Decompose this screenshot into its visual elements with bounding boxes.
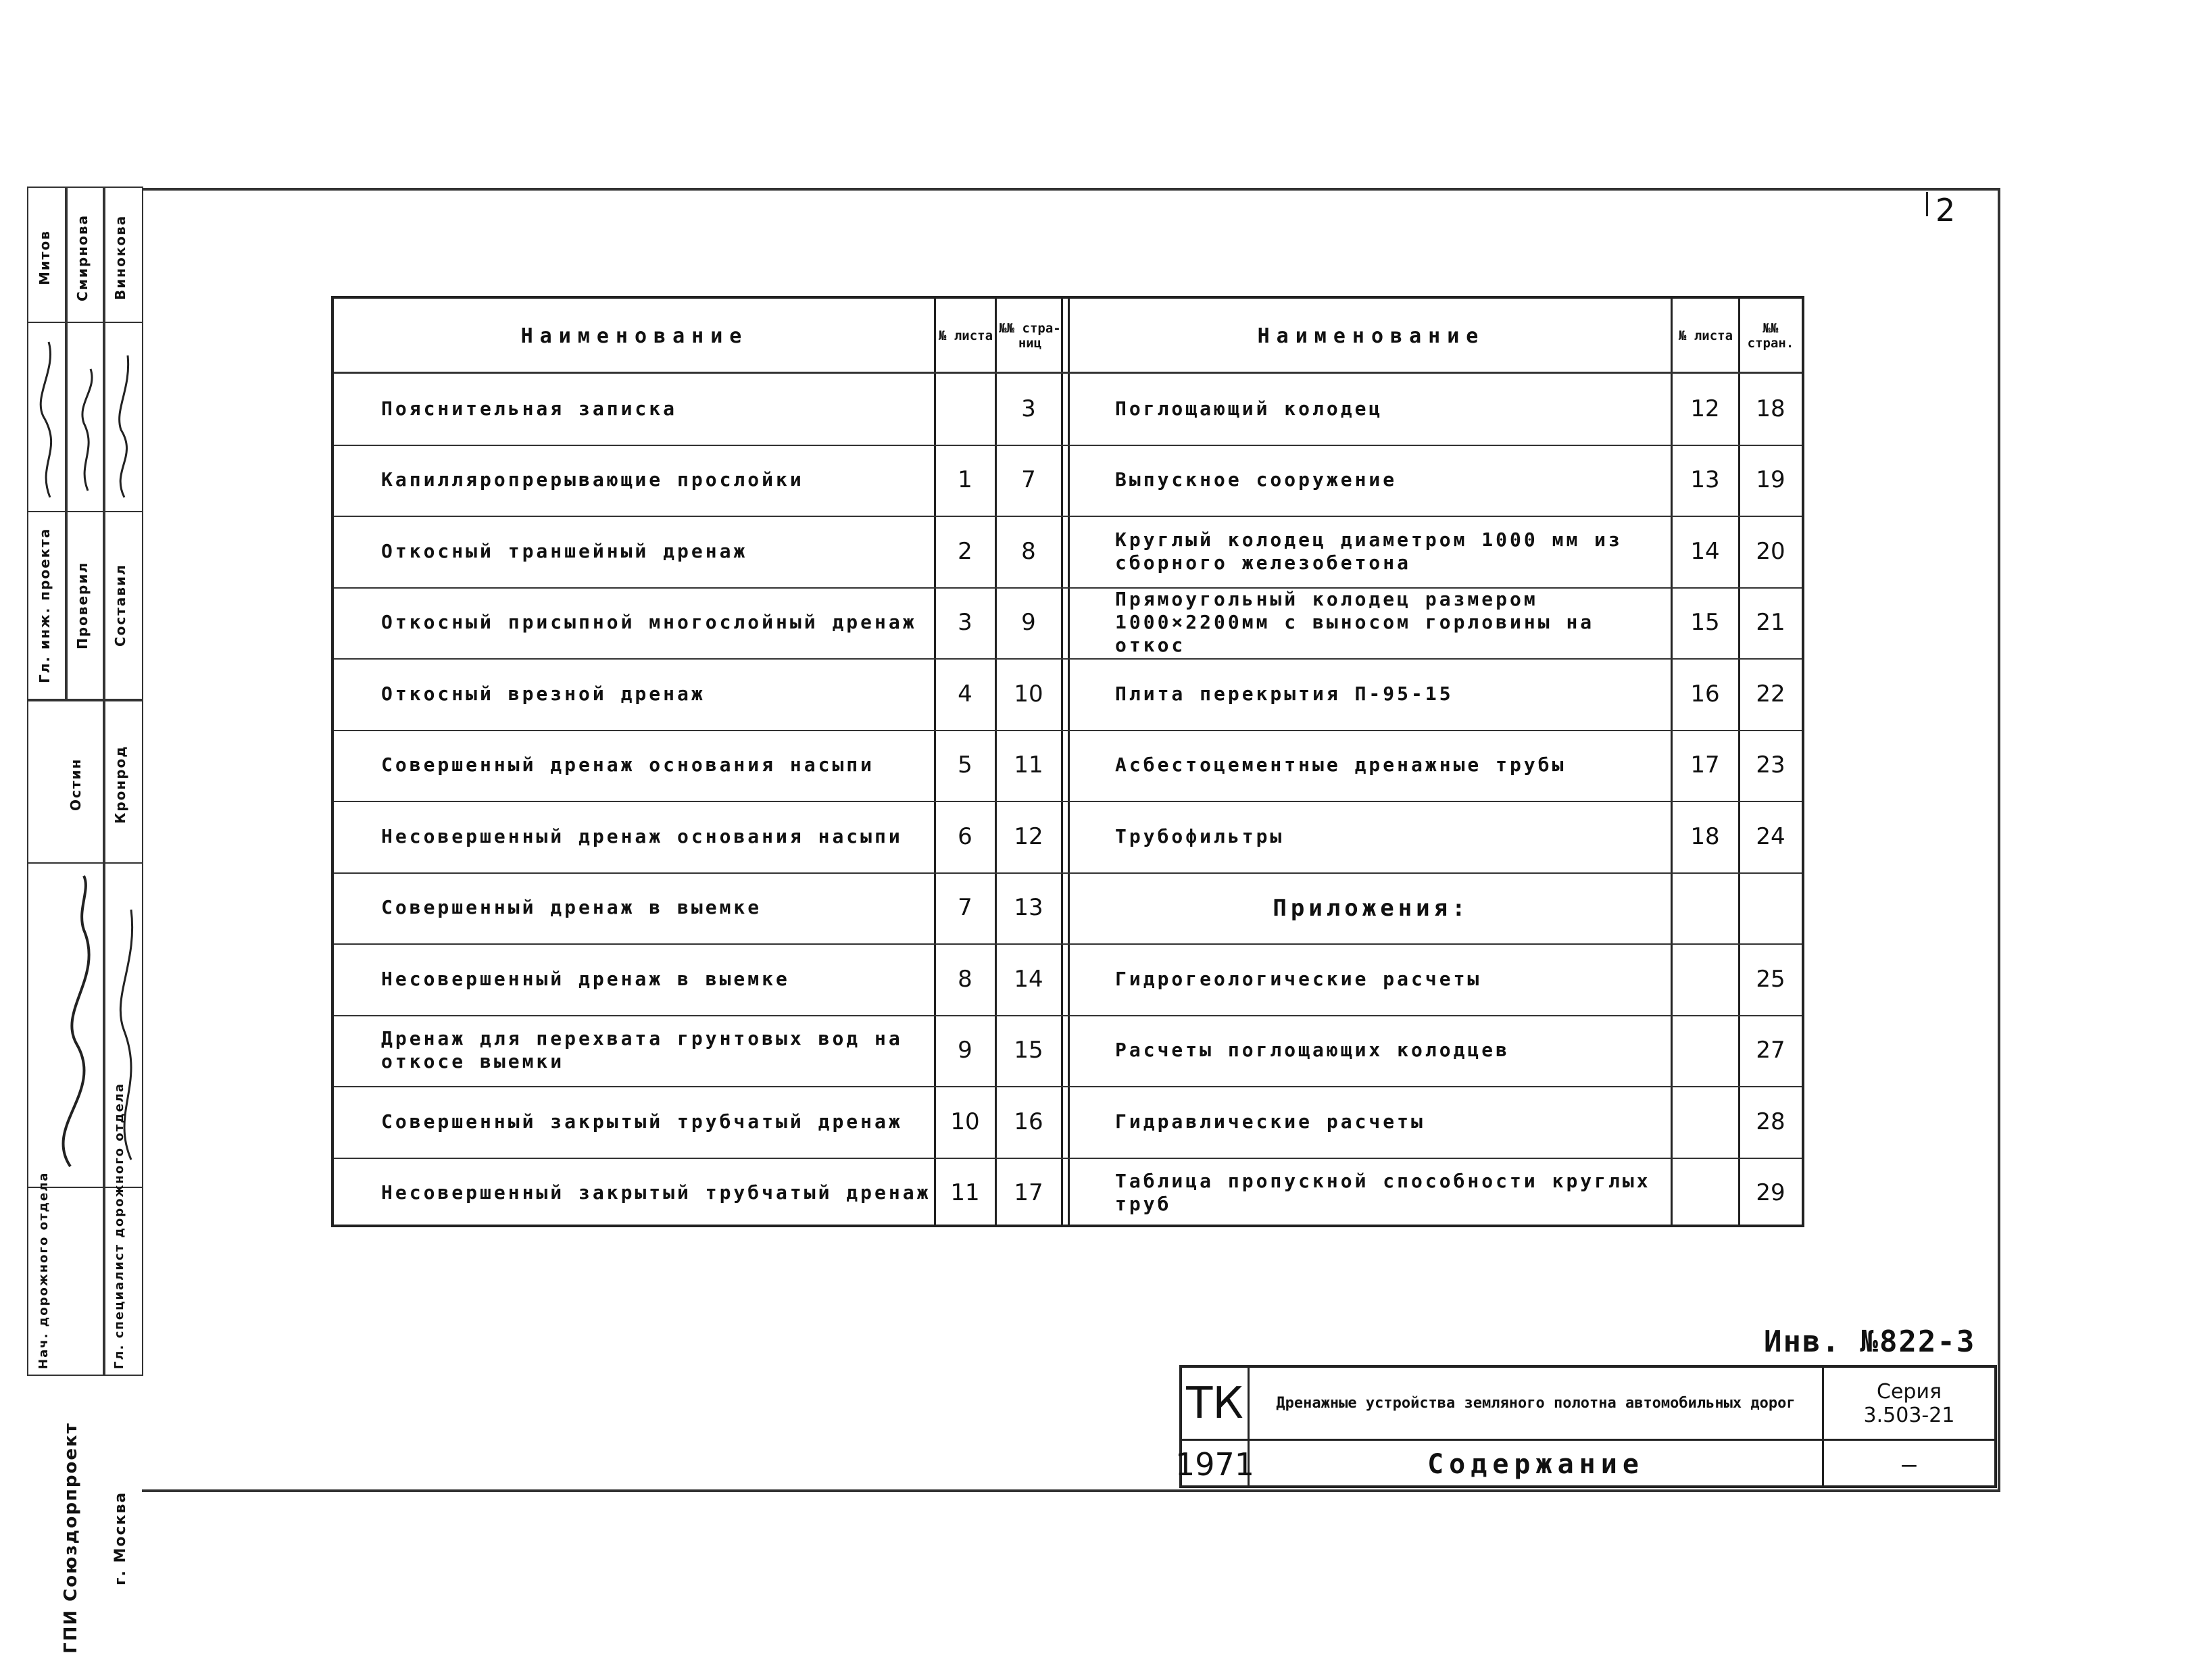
right-row-page: 24 (1756, 822, 1785, 850)
left-row-page: 12 (1014, 822, 1043, 850)
right-row-name: Плита перекрытия П-95-15 (1115, 682, 1454, 705)
left-row-sheet: 2 (958, 537, 972, 565)
left-row-page: 17 (1014, 1179, 1043, 1207)
header-sheet-right: № листа (1678, 328, 1733, 343)
left-row-sheet: 3 (958, 609, 972, 637)
right-row-sheet: 13 (1690, 466, 1720, 494)
header-page-left: №№ стра-ниц (999, 321, 1061, 351)
row-divider (334, 730, 1802, 731)
right-row-name: Поглощающий колодец (1115, 397, 1383, 420)
row-divider (334, 445, 1802, 446)
left-row-page: 10 (1014, 680, 1043, 708)
contents-table (331, 296, 1804, 1227)
right-row-name: Асбестоцементные дренажные трубы (1115, 753, 1567, 776)
header-sheet-left: № листа (938, 328, 993, 343)
left-row-name: Совершенный дренаж в выемке (381, 896, 762, 919)
left-row-name: Несовершенный закрытый трубчатый дренаж (381, 1181, 931, 1204)
right-row-sheet: 17 (1690, 751, 1720, 779)
right-row-name: Прямоугольный колодец размером 1000×2200мм с выносом горловины на откос (1115, 588, 1595, 657)
left-row-sheet: 6 (958, 822, 972, 850)
inventory-number: Инв. №822-3 (1764, 1325, 1976, 1359)
right-row-sheet: 12 (1690, 395, 1720, 422)
right-row-page (1740, 872, 1802, 944)
right-row-sheet (1672, 943, 1738, 1015)
appendix-label: Приложения: (1273, 895, 1470, 922)
row-divider (334, 587, 1802, 589)
stamp-series-label: Серия (1877, 1379, 1942, 1404)
left-row-name: Откосный врезной дренаж (381, 682, 706, 705)
left-row-page: 11 (1014, 751, 1043, 779)
row-divider (334, 801, 1802, 802)
left-row-sheet: 5 (958, 751, 972, 779)
right-row-name: Гидравлические расчеты (1115, 1110, 1425, 1133)
left-row-sheet: 10 (950, 1108, 980, 1135)
header-name-right: Наименование (1257, 324, 1485, 348)
right-row-name: Таблица пропускной способности круглых труб (1115, 1170, 1651, 1216)
row-divider (334, 516, 1802, 517)
page-number-bar (1926, 192, 1928, 216)
right-row-page: 23 (1756, 751, 1785, 779)
side-name-2: Смирнова (74, 214, 91, 301)
header-name-left: Наименование (520, 324, 749, 348)
side-dept-2: Кронрод (112, 745, 128, 824)
stamp-series: 3.503-21 (1863, 1403, 1955, 1427)
side-name-1: Митов (36, 230, 53, 285)
row-divider (334, 1158, 1802, 1159)
right-row-page: 18 (1756, 395, 1785, 422)
right-row-name: Расчеты поглощающих колодцев (1115, 1039, 1510, 1062)
left-row-page: 16 (1014, 1108, 1043, 1135)
right-row-page: 25 (1756, 965, 1785, 993)
right-row-page: 21 (1756, 609, 1785, 637)
title-stamp (1175, 1365, 1997, 1488)
left-row-page: 7 (1021, 466, 1036, 494)
right-row-page: 20 (1756, 537, 1785, 565)
side-role-2: Проверил (74, 562, 91, 649)
right-row-page: 19 (1756, 466, 1785, 494)
left-row-name: Совершенный дренаж основания насыпи (381, 753, 875, 776)
left-row-name: Дренаж для перехвата грунтовых вод на откосе выемки (381, 1027, 903, 1073)
right-row-page: 22 (1756, 680, 1785, 708)
right-row-name: Круглый колодец диаметром 1000 мм из сборного железобетона (1115, 528, 1623, 574)
signatures (30, 328, 143, 504)
left-row-sheet: 8 (958, 965, 972, 993)
row-divider (334, 943, 1802, 945)
right-row-sheet (1672, 872, 1738, 944)
left-row-page: 13 (1014, 894, 1043, 922)
side-position-1: Нач. дорожного отдела (36, 1171, 51, 1369)
right-row-page: 27 (1756, 1037, 1785, 1064)
left-row-page: 3 (1021, 395, 1036, 422)
right-row-name: Гидрогеологические расчеты (1115, 967, 1482, 990)
side-city: г. Москва (112, 1491, 129, 1585)
row-divider (334, 658, 1802, 660)
left-row-page: 9 (1021, 609, 1036, 637)
right-row-sheet: 16 (1690, 680, 1720, 708)
left-row-name: Откосный траншейный дренаж (381, 539, 748, 562)
left-row-sheet (935, 373, 995, 445)
right-row-page: 28 (1756, 1108, 1785, 1135)
right-row-page: 29 (1756, 1179, 1785, 1207)
stamp-year: 1971 (1182, 1441, 1250, 1488)
header-page-right: №№ стран. (1747, 321, 1794, 351)
left-row-name: Пояснительная записка (381, 397, 678, 420)
page-number: 2 (1935, 192, 1956, 228)
right-row-name: Трубофильтры (1115, 824, 1285, 847)
left-row-page: 15 (1014, 1037, 1043, 1064)
side-title-block (27, 187, 143, 1654)
stamp-sheet-mark: — (1902, 1450, 1917, 1479)
left-row-page: 8 (1021, 537, 1036, 565)
side-position-2: Гл. специалист дорожного отдела (112, 1082, 126, 1369)
right-row-sheet: 14 (1690, 537, 1720, 565)
side-role-1: Гл. инж. проекта (36, 527, 53, 684)
left-row-sheet: 11 (950, 1179, 980, 1207)
left-row-name: Капилляропрерывающие прослойки (381, 468, 804, 491)
left-row-sheet: 7 (958, 894, 972, 922)
right-row-sheet: 18 (1690, 822, 1720, 850)
right-row-name: Выпускное сооружение (1115, 468, 1398, 491)
right-row-sheet (1672, 1015, 1738, 1087)
row-divider (334, 1086, 1802, 1087)
right-row-sheet: 15 (1690, 609, 1720, 637)
row-divider (334, 1015, 1802, 1016)
side-org: ГПИ Союздорпроект (61, 1422, 81, 1654)
right-row-sheet (1672, 1158, 1738, 1229)
side-name-3: Винокова (112, 214, 128, 301)
left-row-sheet: 4 (958, 680, 972, 708)
left-row-page: 14 (1014, 965, 1043, 993)
left-row-name: Несовершенный дренаж в выемке (381, 967, 790, 990)
left-row-name: Несовершенный дренаж основания насыпи (381, 824, 903, 847)
side-role-3: Составил (112, 564, 128, 647)
stamp-title: Дренажные устройства земляного полотна автомобильных дорог (1250, 1368, 1824, 1441)
left-row-sheet: 9 (958, 1037, 972, 1064)
stamp-sheet-name: Содержание (1250, 1441, 1824, 1488)
right-row-sheet (1672, 1086, 1738, 1158)
stamp-series-box (1824, 1368, 1994, 1441)
left-row-sheet: 1 (958, 466, 972, 494)
stamp-code: ТК (1182, 1368, 1250, 1441)
row-divider (334, 872, 1802, 874)
side-dept-1: Остин (68, 758, 84, 812)
left-row-name: Откосный присыпной многослойный дренаж (381, 611, 917, 634)
left-row-name: Совершенный закрытый трубчатый дренаж (381, 1110, 903, 1133)
